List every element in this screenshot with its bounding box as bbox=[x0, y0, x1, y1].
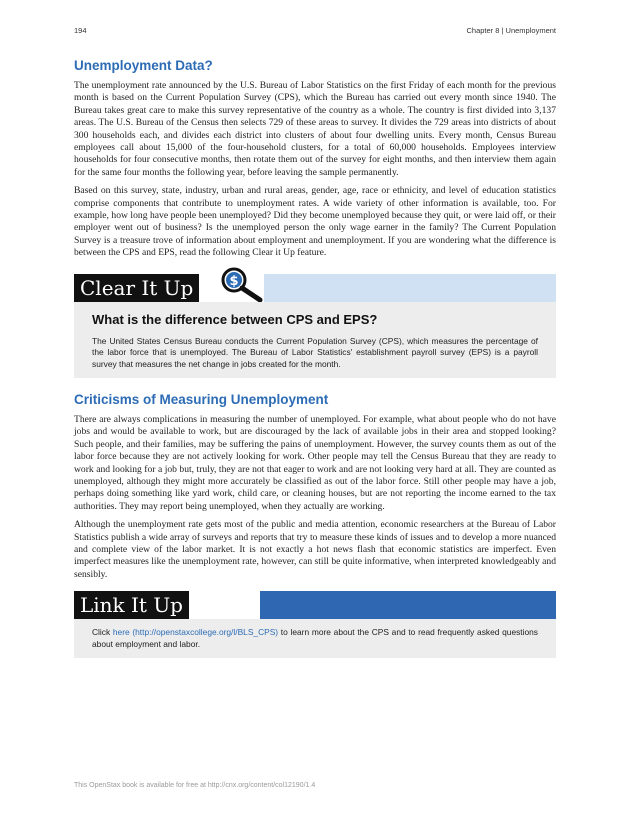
page-footer: This OpenStax book is available for free at http://cnx.org/content/col12190/1.4 bbox=[74, 782, 316, 789]
clear-it-up-question: What is the difference between CPS and EPS? bbox=[92, 311, 378, 327]
link-it-up-label: Link It Up bbox=[74, 591, 189, 619]
link-text-before: Click bbox=[92, 627, 113, 638]
link-it-up-bar bbox=[260, 591, 556, 619]
clear-it-up-body bbox=[74, 302, 556, 378]
paragraph: There are always complications in measuring the number of unemployed. For example, what about people who do not have jobs and would be available to work, but are discouraged by the lack of available jobs in their area and stopped looking? Such people, and their families, may be suffering the pains of unemployment. However, the survey counts them as out of the labor force because they are not actively looking for work. Other people may tell the Census Bureau that they are ready to work and looking for a job but, truly, they are not that eager to work and are not looking very hard at all. They are counted as unemployed, although they might more accurately be classified as out of the labor force. Still other people may have a job, perhaps doing something like yard work, child care, or cleaning houses, but are not reporting the income earned to the tax authorities. They may report being unemployed, when they actually are working. bbox=[74, 413, 556, 512]
clear-it-up-bar bbox=[264, 274, 556, 302]
bls-cps-link[interactable]: here (http://openstaxcollege.org/l/BLS_CPS) bbox=[112, 627, 279, 638]
link-it-up-banner bbox=[74, 591, 556, 619]
paragraph: Based on this survey, state, industry, urban and rural areas, gender, age, race or ethnicity, and level of education statistics comprise components that contribute to unemployment rates. A wide variety of other information is available, too. For example, how long have people been unemployed? Did they become unemployed because they quit, or were laid off, or their employer went out of business? Is the unemployed person the only wage earner in the family? The Current Population Survey is a treasure trove of information about employment and unemployment. If you are wondering what the difference is between the CPS and EPS, read the following Clear it Up feature. bbox=[74, 185, 556, 259]
paragraph: The unemployment rate announced by the U.S. Bureau of Labor Statistics on the first Friday of each month for the previous month is based on the Current Population Survey (CPS), which the Bureau has carried out every month since 1940. The Bureau takes great care to make this survey representative of the country as a whole. The country is first divided into 3,137 areas. The U.S. Bureau of the Census then selects 729 of these areas to survey. It divides the 729 areas into districts of about 300 households each, and divides each district into clusters of about four dwelling units. Every month, Census Bureau employees call about 15,000 of the four-household clusters, for a total of 60,000 households. Employees interview households for four consecutive months, then rotate them out of the survey for eight months, and then interview them again for the same four months the following year, before leaving the sample permanently. bbox=[74, 80, 556, 178]
page-content bbox=[74, 58, 556, 668]
link-it-up-text bbox=[92, 627, 538, 650]
clear-it-up-label: Clear It Up bbox=[74, 274, 199, 302]
page-number: 194 bbox=[74, 26, 87, 35]
chain-link-icon bbox=[204, 594, 260, 621]
clear-it-up-answer: The United States Census Bureau conducts the Current Population Survey (CPS), which measures the percentage of the labor force that is unemployed. The Bureau of Labor Statistics' establishment payroll survey (EPS) is a payroll survey that measures the net change in jobs created for the month. bbox=[92, 335, 538, 369]
section-title-criticisms: Criticisms of Measuring Unemployment bbox=[74, 391, 329, 407]
link-it-up-body bbox=[74, 619, 556, 658]
paragraph: Although the unemployment rate gets most of the public and media attention, economic researchers at the Bureau of Labor Statistics publish a wide array of surveys and reports that try to measure these kinds of issues and to develop a more nuanced and complete view of the labor market. It is not exactly a hot news flash that economic statistics are imperfect. Even imperfect measures like the unemployment rate, however, can still be quite informative, when interpreted knowledgeably and sensibly. bbox=[74, 519, 556, 580]
magnifier-dollar-icon bbox=[220, 266, 264, 307]
clear-it-up-banner bbox=[74, 274, 556, 302]
link-text-after: to learn more about the CPS and to read frequently asked questions about employment and labor. bbox=[92, 627, 538, 649]
dollar-glyph: $ bbox=[229, 273, 239, 289]
section-title-unemployment-data: Unemployment Data? bbox=[74, 58, 213, 73]
chapter-title: Chapter 8 | Unemployment bbox=[466, 26, 556, 35]
link-it-up-feature bbox=[74, 591, 556, 658]
clear-it-up-feature bbox=[74, 274, 556, 378]
